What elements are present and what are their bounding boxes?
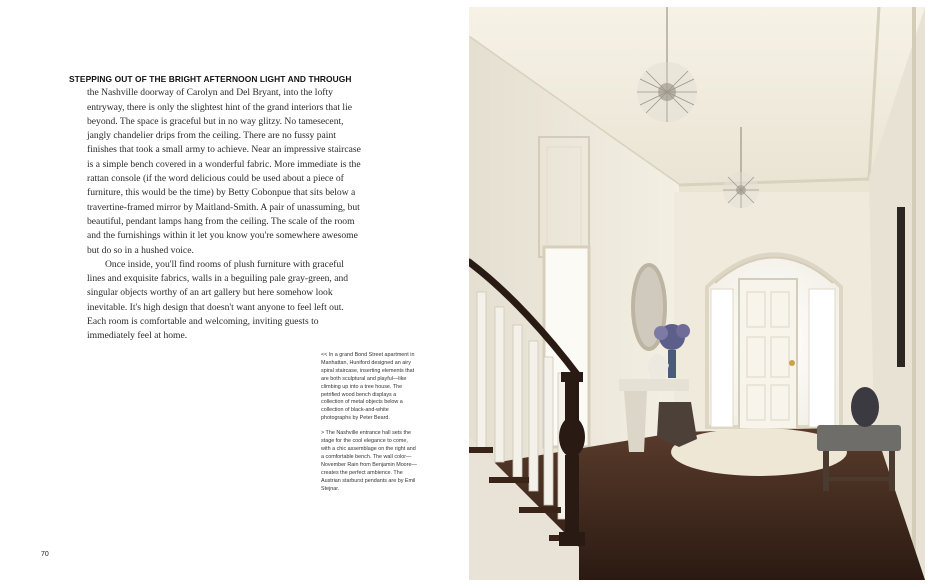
- door-knob: [789, 360, 795, 366]
- lead-in-text: STEPPING OUT OF THE BRIGHT AFTERNOON LIGHT AND THROUGH: [69, 74, 352, 84]
- upholstered-bench: [817, 425, 901, 451]
- front-door: [739, 279, 797, 429]
- wall-art-edge: [897, 207, 905, 367]
- photo-captions: [321, 352, 417, 500]
- caption-1: << In a grand Bond Street apartment in Manhattan, Huniford designed an airy spiral staircase, inserting elements that are both sculptural and playful—like climbing up into a tree house. The petrified wood bench displays a collection of metal objects below a collection of black-and-white photographs by Peter Beard.: [321, 352, 415, 422]
- article-body: [69, 72, 361, 344]
- rattan-console: [619, 379, 689, 391]
- vase: [668, 350, 676, 378]
- article-paragraph-1: [69, 72, 361, 258]
- caption-2: > The Nashville entrance hall sets the stage for the cool elegance to come, with a chic assemblage on the right and a comfortable bench. The wall color—November Rain from Benjamin Moore—creates the perfect ambience. The Austrian starburst pendants are by Emil Stejnar.: [321, 430, 417, 492]
- bench-pillow: [851, 387, 879, 427]
- article-paragraph-2: Once inside, you'll find rooms of plush furniture with graceful lines and exquisite fabrics, walls in a beguiling pale gray-green, and singular objects worthy of an art gallery but here somehow look inevitable. It's high design that doesn't want anyone to feel left out. Each room is comfortable and welcoming, inviting guests to immediately feel at home.: [87, 258, 349, 342]
- paragraph-1-text: the Nashville doorway of Carolyn and Del Bryant, into the lofty entryway, there is only the slightest hint of the grand interiors that lie beyond. The space is graceful but in no way glitzy. No tamesecent, jangly chandelier drips from the ceiling. There are no fussy paint finishes that took a small army to achieve. Near an impressive staircase is a simple bench covered in a wonderful fabric. More immediate is the rattan console (if the word delicious could be used about a piece of furniture, this would be the time) by Betty Cobonpue that sits below a travertine-framed mirror by Maitland-Smith. A pair of unassuming, but beautiful, pendant lamps hang from the ceiling. The scale of the room and the furnishings within it let you know you're somewhere awesome but do so in a hushed voice.: [87, 87, 361, 256]
- page-number: 70: [41, 551, 49, 558]
- entrance-hall-photo: [469, 7, 925, 580]
- entrance-hall-illustration: [469, 7, 925, 580]
